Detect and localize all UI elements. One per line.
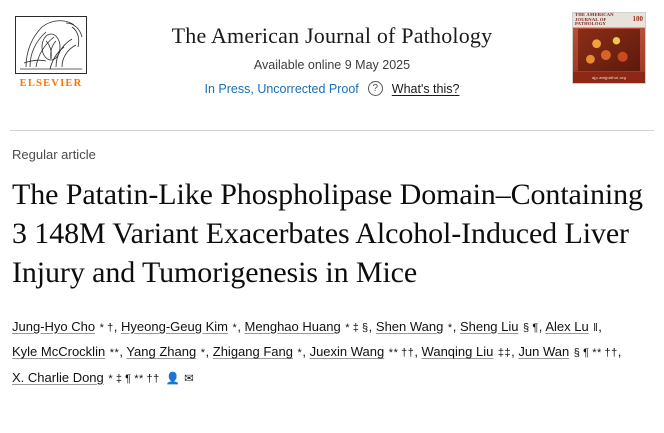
- cover-journal-name: THE AMERICAN JOURNAL OF PATHOLOGY: [575, 12, 614, 27]
- author-affiliation-marks: *: [294, 347, 303, 360]
- author-separator: ,: [113, 319, 122, 334]
- author-name[interactable]: Kyle McCrocklin: [12, 344, 106, 360]
- cover-masthead: [573, 13, 645, 28]
- person-icon[interactable]: 👤: [165, 372, 185, 385]
- author-affiliation-marks: ** ††: [385, 347, 415, 360]
- author-name[interactable]: Menghao Huang: [244, 319, 341, 334]
- author-name[interactable]: Hyeong-Geug Kim: [121, 319, 228, 334]
- author-affiliation-marks: * ‡ §: [341, 322, 369, 334]
- author-separator: ,: [237, 319, 245, 334]
- author-name[interactable]: Juexin Wang: [309, 344, 385, 360]
- author-name[interactable]: Jung-Hyo Cho: [12, 319, 96, 334]
- author-entry: [376, 319, 453, 334]
- author-affiliation-marks: * ‡ ¶ ** ††: [104, 372, 160, 385]
- cover-footer: ajp.amjpathol.org: [573, 72, 645, 83]
- author-affiliation-marks: **: [106, 347, 120, 360]
- cover-issue-number: 100: [632, 15, 643, 24]
- cover-artwork: [578, 29, 640, 71]
- author-name[interactable]: Alex Lu: [545, 319, 589, 334]
- author-affiliation-marks: *: [444, 322, 453, 334]
- author-affiliation-marks: ‡‡: [494, 347, 512, 360]
- author-entry: [12, 319, 114, 334]
- author-name[interactable]: X. Charlie Dong: [12, 369, 104, 385]
- author-entry: [12, 370, 160, 385]
- author-separator: ,: [205, 344, 213, 360]
- article-block: [0, 131, 664, 390]
- author-separator: ,: [538, 319, 546, 334]
- author-name[interactable]: Jun Wan: [518, 344, 570, 360]
- author-affiliation-marks: § ¶ ** ††: [570, 347, 618, 360]
- author-contact-icons: [166, 368, 198, 390]
- author-entry: [126, 344, 205, 359]
- journal-title: The American Journal of Pathology: [171, 23, 493, 48]
- author-affiliation-marks: § ¶: [519, 322, 539, 334]
- author-affiliation-marks: *: [228, 322, 238, 334]
- author-separator: ,: [617, 344, 622, 360]
- proof-status-row: [92, 81, 572, 96]
- question-mark-icon[interactable]: ?: [368, 81, 383, 96]
- journal-header: [0, 0, 664, 122]
- author-separator: ,: [368, 319, 376, 334]
- page-title: The Patatin-Like Phospholipase Domain–Containing 3 148M Variant Exacerbates Alcohol-Induced Liver Injury and Tumorigenesis in Mice: [12, 178, 643, 289]
- author-entry: [518, 344, 617, 359]
- author-list: [12, 314, 652, 390]
- whats-this-link[interactable]: What's this?: [391, 81, 460, 96]
- envelope-icon[interactable]: ✉: [184, 372, 198, 385]
- author-entry: [121, 319, 237, 334]
- journal-cover-thumbnail[interactable]: [572, 12, 646, 84]
- author-entry: [213, 344, 303, 359]
- author-name[interactable]: Shen Wang: [375, 319, 444, 334]
- article-type-label: Regular article: [12, 147, 96, 162]
- proof-status-label[interactable]: In Press, Uncorrected Proof: [204, 81, 359, 96]
- author-name[interactable]: Yang Zhang: [126, 344, 197, 360]
- elsevier-tree-icon: [15, 16, 87, 74]
- author-separator: ,: [119, 344, 127, 360]
- author-entry: [460, 319, 539, 334]
- author-name[interactable]: Zhigang Fang: [212, 344, 293, 360]
- author-entry: [310, 344, 415, 359]
- author-separator: ,: [302, 344, 310, 360]
- author-entry: [422, 344, 512, 359]
- author-separator: ,: [511, 344, 519, 360]
- elsevier-wordmark: ELSEVIER: [19, 78, 83, 89]
- author-affiliation-marks: ‖: [589, 322, 599, 334]
- author-entry: [245, 319, 369, 334]
- author-affiliation-marks: * †: [96, 322, 114, 334]
- author-separator: ,: [414, 344, 422, 360]
- author-separator: ,: [598, 319, 602, 334]
- elsevier-logo[interactable]: [10, 16, 92, 89]
- author-name[interactable]: Wanqing Liu: [421, 344, 494, 360]
- available-online-date: Available online 9 May 2025: [253, 58, 411, 73]
- author-separator: ,: [452, 319, 460, 334]
- author-affiliation-marks: *: [197, 347, 206, 360]
- author-name[interactable]: Sheng Liu: [459, 319, 519, 334]
- journal-info: [92, 10, 572, 96]
- author-entry: [12, 344, 119, 359]
- author-entry: [545, 319, 598, 334]
